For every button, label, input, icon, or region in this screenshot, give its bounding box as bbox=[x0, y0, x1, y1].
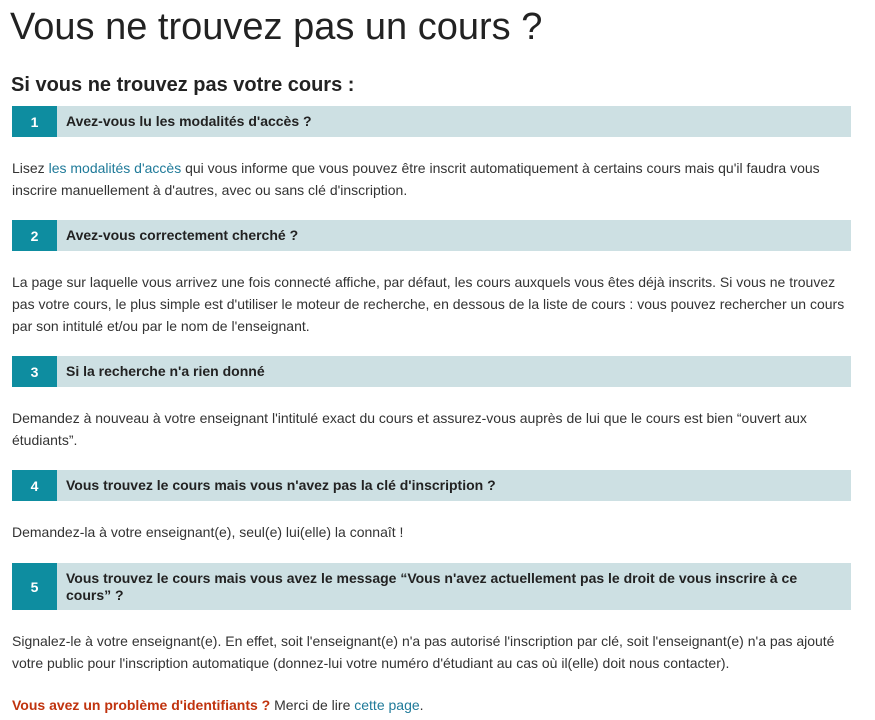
step-text-4: Demandez-la à votre enseignant(e), seul(e) lui(elle) la connaît ! bbox=[12, 524, 404, 540]
step-number-2: 2 bbox=[12, 220, 57, 251]
step-number-4: 4 bbox=[12, 470, 57, 501]
step-title-2: Avez-vous correctement cherché ? bbox=[66, 227, 299, 243]
page-title: Vous ne trouvez pas un cours ? bbox=[10, 6, 543, 48]
credentials-note bbox=[12, 694, 848, 716]
step-title-5: Vous trouvez le cours mais vous avez le message “Vous n'avez actuellement pas le droit de vous inscrire à ce cours” ? bbox=[66, 569, 798, 603]
step-header-1 bbox=[12, 106, 851, 137]
step-title-1: Avez-vous lu les modalités d'accès ? bbox=[66, 113, 312, 129]
step-text-1 bbox=[12, 157, 848, 201]
step-title-3: Si la recherche n'a rien donné bbox=[66, 363, 265, 379]
step-header-3 bbox=[12, 356, 851, 387]
credentials-text: Merci de lire bbox=[270, 697, 355, 713]
step-text-1-after: qui vous informe que vous pouvez être inscrit automatiquement à certains cours mais qu'il faudra vous inscrire manuellement à d'autres, avec ou sans clé d'inscription. bbox=[12, 160, 820, 198]
step-header-2 bbox=[12, 220, 851, 251]
credentials-alert: Vous avez un problème d'identifiants ? bbox=[12, 697, 271, 713]
step-header-4 bbox=[12, 470, 851, 501]
access-modalities-link[interactable]: les modalités d'accès bbox=[48, 160, 182, 176]
step-text-5: Signalez-le à votre enseignant(e). En effet, soit l'enseignant(e) n'a pas autorisé l'inscription par clé, soit l'enseignant(e) n'a pas ajouté votre public pour l'inscription automatique (donnez-lui votre numéro d'étudiant au cas où il(elle) doit nous contacter). bbox=[12, 633, 835, 671]
step-number-1: 1 bbox=[12, 106, 57, 137]
credentials-page-link[interactable]: cette page bbox=[354, 697, 420, 713]
credentials-end: . bbox=[419, 697, 424, 713]
step-header-5 bbox=[12, 563, 851, 610]
page-subtitle: Si vous ne trouvez pas votre cours : bbox=[11, 74, 355, 96]
step-number-3: 3 bbox=[12, 356, 57, 387]
step-title-4: Vous trouvez le cours mais vous n'avez pas la clé d'inscription ? bbox=[66, 477, 496, 493]
step-text-1-before: Lisez bbox=[12, 160, 49, 176]
step-text-2: La page sur laquelle vous arrivez une fois connecté affiche, par défaut, les cours auxquels vous êtes déjà inscrits. Si vous ne trouvez pas votre cours, le plus simple est d'utiliser le moteur de recherche, en dessous de la liste de cours : vous pouvez rechercher un cours par son intitulé et/ou par le nom de l'enseignant. bbox=[12, 274, 845, 334]
step-number-5: 5 bbox=[12, 563, 57, 610]
step-text-3: Demandez à nouveau à votre enseignant l'intitulé exact du cours et assurez-vous auprès de lui que le cours est bien “ouvert aux étudiants”. bbox=[12, 410, 807, 448]
